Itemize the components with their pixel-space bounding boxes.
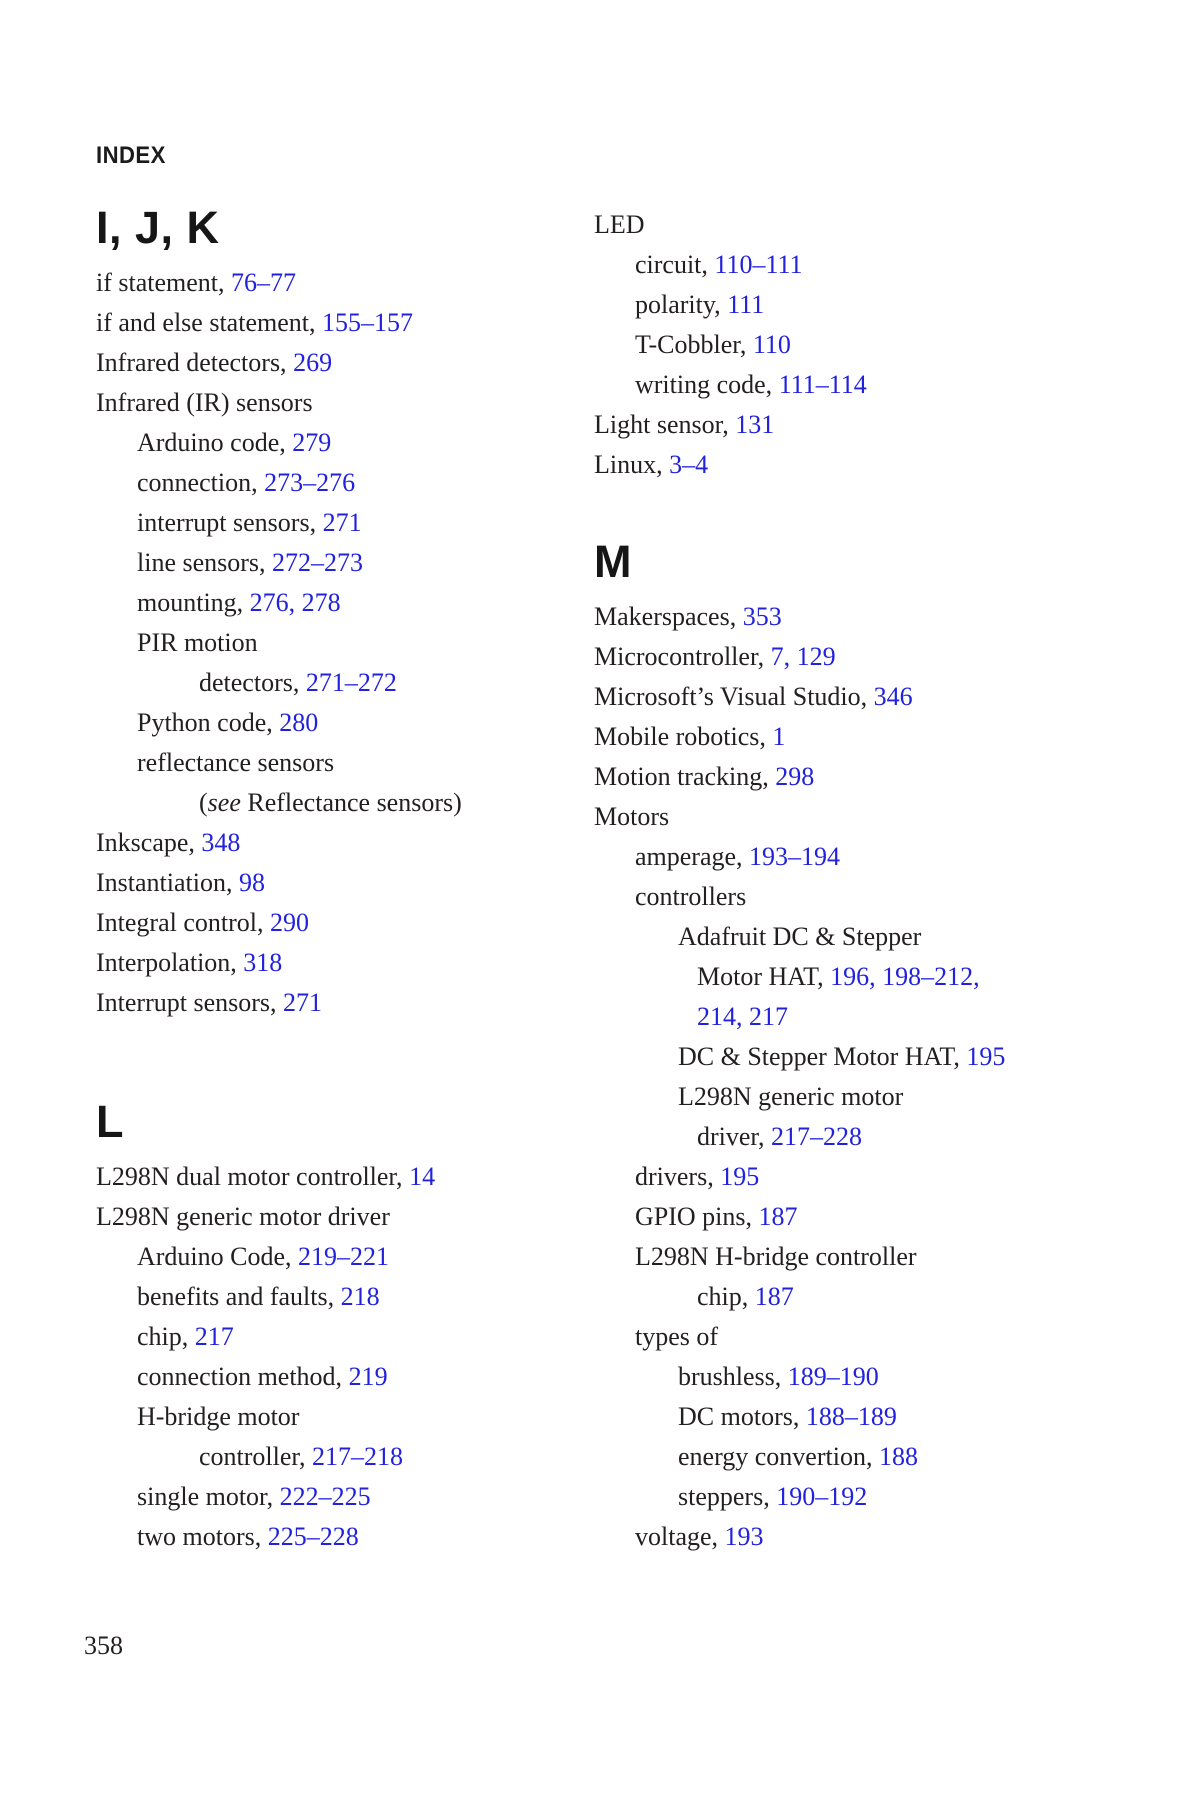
- page-ref-link[interactable]: 131: [735, 410, 775, 439]
- page-ref-link[interactable]: 273–276: [264, 468, 356, 497]
- page-ref-link[interactable]: 225–228: [267, 1522, 359, 1551]
- entry-text: Arduino Code,: [137, 1242, 299, 1271]
- entry-text-italic: see: [207, 788, 241, 817]
- index-entry: [96, 623, 576, 663]
- index-entry: [594, 877, 1154, 917]
- index-entry: [96, 663, 576, 703]
- page-ref-link[interactable]: 218: [340, 1282, 380, 1311]
- page-ref-link[interactable]: 219–221: [298, 1242, 390, 1271]
- index-entry: [594, 757, 1154, 797]
- index-entry: [594, 1077, 1154, 1117]
- entry-text: Motion tracking,: [594, 762, 776, 791]
- page-ref-link[interactable]: 217–228: [771, 1122, 863, 1151]
- index-entry: [594, 597, 1154, 637]
- index-entry: [96, 383, 576, 423]
- entry-text: L298N H-bridge controller: [635, 1242, 917, 1271]
- entry-text: line sensors,: [137, 548, 273, 577]
- entry-text: detectors,: [199, 668, 306, 697]
- section-heading: L: [96, 1096, 124, 1147]
- entry-text: single motor,: [137, 1482, 280, 1511]
- entry-text: types of: [635, 1322, 719, 1351]
- index-column-left: [96, 203, 576, 1557]
- entry-text: Microcontroller,: [594, 642, 771, 671]
- page-ref-link[interactable]: 195: [720, 1162, 760, 1191]
- index-entry: [96, 463, 576, 503]
- index-entry: [96, 1397, 576, 1437]
- entry-text: writing code,: [635, 370, 779, 399]
- entry-text: interrupt sensors,: [137, 508, 323, 537]
- entry-text: driver,: [697, 1122, 772, 1151]
- entry-text: if and else statement,: [96, 308, 322, 337]
- page-ref-link[interactable]: 271–272: [305, 668, 397, 697]
- page-ref-link[interactable]: 214, 217: [697, 1002, 788, 1031]
- index-entry: [594, 1157, 1154, 1197]
- index-entry: [594, 1277, 1154, 1317]
- entry-text: Motor HAT,: [697, 962, 831, 991]
- index-entry: [594, 957, 1154, 997]
- entry-text: energy convertion,: [678, 1442, 879, 1471]
- entry-text: T-Cobbler,: [635, 330, 753, 359]
- entry-text: (: [199, 788, 208, 817]
- index-entry: [594, 1477, 1154, 1517]
- index-entry: [594, 405, 1154, 445]
- entry-text: Interpolation,: [96, 948, 244, 977]
- entry-text: Reflectance sensors): [240, 788, 462, 817]
- page-ref-link[interactable]: 217–218: [312, 1442, 404, 1471]
- entry-text: LED: [594, 210, 645, 239]
- entry-text: Integral control,: [96, 908, 270, 937]
- index-entry: [96, 1317, 576, 1357]
- page-ref-link[interactable]: 219: [348, 1362, 388, 1391]
- page-ref-link[interactable]: 14: [409, 1162, 436, 1191]
- entry-text: benefits and faults,: [137, 1282, 341, 1311]
- index-entry: [96, 1197, 576, 1237]
- entry-text: polarity,: [635, 290, 728, 319]
- page-ref-link[interactable]: 298: [775, 762, 815, 791]
- page-ref-link[interactable]: 217: [194, 1322, 234, 1351]
- index-entry: [594, 1237, 1154, 1277]
- index-entry: [594, 1197, 1154, 1237]
- entry-text: Motors: [594, 802, 670, 831]
- index-entry: [594, 1357, 1154, 1397]
- page-ref-link[interactable]: 318: [243, 948, 283, 977]
- index-entry: [96, 1517, 576, 1557]
- page-ref-link[interactable]: 189–190: [787, 1362, 879, 1391]
- index-entry: [96, 543, 576, 583]
- page-ref-link[interactable]: 7, 129: [770, 642, 836, 671]
- index-entry: [96, 1477, 576, 1517]
- index-entry: [594, 245, 1154, 285]
- entry-text: PIR motion: [137, 628, 258, 657]
- index-entry: [96, 583, 576, 623]
- entry-text: H-bridge motor: [137, 1402, 300, 1431]
- page-ref-link[interactable]: 348: [201, 828, 241, 857]
- entry-text: amperage,: [635, 842, 750, 871]
- page-ref-link[interactable]: 111–114: [778, 370, 867, 399]
- index-entry: [96, 1157, 576, 1197]
- page-ref-link[interactable]: 190–192: [776, 1482, 868, 1511]
- entry-text: Inkscape,: [96, 828, 202, 857]
- index-entry: [594, 797, 1154, 837]
- entry-text: connection method,: [137, 1362, 349, 1391]
- page-ref-link[interactable]: 272–273: [272, 548, 364, 577]
- entry-text: chip,: [137, 1322, 195, 1351]
- entry-text: L298N dual motor controller,: [96, 1162, 410, 1191]
- index-entry: [96, 703, 576, 743]
- page-ref-link[interactable]: 193: [724, 1522, 764, 1551]
- index-entry: [96, 743, 576, 783]
- entry-text: Light sensor,: [594, 410, 736, 439]
- index-entry: [96, 1437, 576, 1477]
- page-ref-link[interactable]: 193–194: [749, 842, 841, 871]
- page-ref-link[interactable]: 188–189: [805, 1402, 897, 1431]
- entry-text: L298N generic motor: [678, 1082, 904, 1111]
- page-ref-link[interactable]: 1: [772, 722, 786, 751]
- index-entry: [96, 1357, 576, 1397]
- index-entry: [594, 1517, 1154, 1557]
- entry-text: Linux,: [594, 450, 670, 479]
- entry-text: drivers,: [635, 1162, 721, 1191]
- page-ref-link[interactable]: 187: [758, 1202, 798, 1231]
- index-entry: [96, 343, 576, 383]
- entry-text: mounting,: [137, 588, 250, 617]
- entry-text: two motors,: [137, 1522, 268, 1551]
- entry-text: Arduino code,: [137, 428, 293, 457]
- entry-text: Microsoft’s Visual Studio,: [594, 682, 874, 711]
- entry-text: brushless,: [678, 1362, 788, 1391]
- page-ref-link[interactable]: 110–111: [714, 250, 803, 279]
- index-entry: [96, 983, 576, 1023]
- entry-text: if statement,: [96, 268, 232, 297]
- section-heading: I, J, K: [96, 202, 220, 253]
- section-heading: M: [594, 536, 632, 587]
- entry-text: Mobile robotics,: [594, 722, 773, 751]
- page-ref-link[interactable]: 279: [292, 428, 332, 457]
- index-entry: [594, 325, 1154, 365]
- index-entry: [594, 717, 1154, 757]
- index-entry: [96, 903, 576, 943]
- page-ref-link[interactable]: 271: [322, 508, 362, 537]
- page-ref-link[interactable]: 290: [270, 908, 309, 937]
- entry-text: DC motors,: [678, 1402, 806, 1431]
- index-entry: [96, 823, 576, 863]
- index-entry: [594, 1037, 1154, 1077]
- page-ref-link[interactable]: 187: [754, 1282, 794, 1311]
- index-entry: [594, 637, 1154, 677]
- entry-text: L298N generic motor driver: [96, 1202, 390, 1231]
- page-ref-link[interactable]: 276, 278: [249, 588, 341, 617]
- index-entry: [594, 205, 1154, 245]
- entry-text: voltage,: [635, 1522, 725, 1551]
- page-ref-link[interactable]: 3–4: [669, 450, 709, 479]
- entry-text: circuit,: [635, 250, 715, 279]
- page-ref-link[interactable]: 195: [966, 1042, 1006, 1071]
- index-entry: [594, 1117, 1154, 1157]
- page-ref-link[interactable]: 196, 198–212,: [830, 962, 980, 991]
- entry-text: Adafruit DC & Stepper: [678, 922, 922, 951]
- entry-text: Makerspaces,: [594, 602, 743, 631]
- entry-text: controllers: [635, 882, 747, 911]
- entry-text: reflectance sensors: [137, 748, 335, 777]
- page-ref-link[interactable]: 271: [283, 988, 323, 1017]
- page-ref-link[interactable]: 98: [238, 868, 265, 897]
- page-ref-link[interactable]: 269: [293, 348, 333, 377]
- index-entry: [594, 445, 1154, 485]
- entry-text: controller,: [199, 1442, 313, 1471]
- index-entry: [96, 943, 576, 983]
- index-entry: [96, 303, 576, 343]
- entry-text: steppers,: [678, 1482, 777, 1511]
- page-ref-link[interactable]: 222–225: [279, 1482, 371, 1511]
- index-entry: [96, 863, 576, 903]
- entry-text: Infrared detectors,: [96, 348, 294, 377]
- index-entry: [594, 285, 1154, 325]
- index-entry: [96, 263, 576, 303]
- entry-text: Infrared (IR) sensors: [96, 388, 313, 417]
- index-entry: [96, 1237, 576, 1277]
- entry-text: Interrupt sensors,: [96, 988, 284, 1017]
- page-ref-link[interactable]: 111: [727, 290, 765, 319]
- page-ref-link[interactable]: 155–157: [321, 308, 413, 337]
- entry-text: chip,: [697, 1282, 755, 1311]
- entry-text: connection,: [137, 468, 265, 497]
- index-entry: [594, 1437, 1154, 1477]
- index-entry: [594, 365, 1154, 405]
- page-ref-link[interactable]: 110: [752, 330, 791, 359]
- index-entry: [96, 1277, 576, 1317]
- index-entry: [96, 423, 576, 463]
- index-entry: [594, 837, 1154, 877]
- index-entry: [594, 1397, 1154, 1437]
- index-entry: [594, 997, 1154, 1037]
- page-ref-link[interactable]: 353: [742, 602, 782, 631]
- page-ref-link[interactable]: 188: [878, 1442, 918, 1471]
- entry-text: Instantiation,: [96, 868, 239, 897]
- page-ref-link[interactable]: 280: [279, 708, 319, 737]
- index-entry: [96, 783, 576, 823]
- running-header: INDEX: [96, 142, 166, 169]
- entry-text: Python code,: [137, 708, 280, 737]
- entry-text: DC & Stepper Motor HAT,: [678, 1042, 967, 1071]
- entry-text: GPIO pins,: [635, 1202, 759, 1231]
- index-column-right: [594, 205, 1154, 1557]
- page-ref-link[interactable]: 346: [873, 682, 913, 711]
- page-ref-link[interactable]: 76–77: [231, 268, 297, 297]
- index-entry: [96, 503, 576, 543]
- index-entry: [594, 677, 1154, 717]
- index-entry: [594, 917, 1154, 957]
- page-number: 358: [84, 1631, 123, 1660]
- index-entry: [594, 1317, 1154, 1357]
